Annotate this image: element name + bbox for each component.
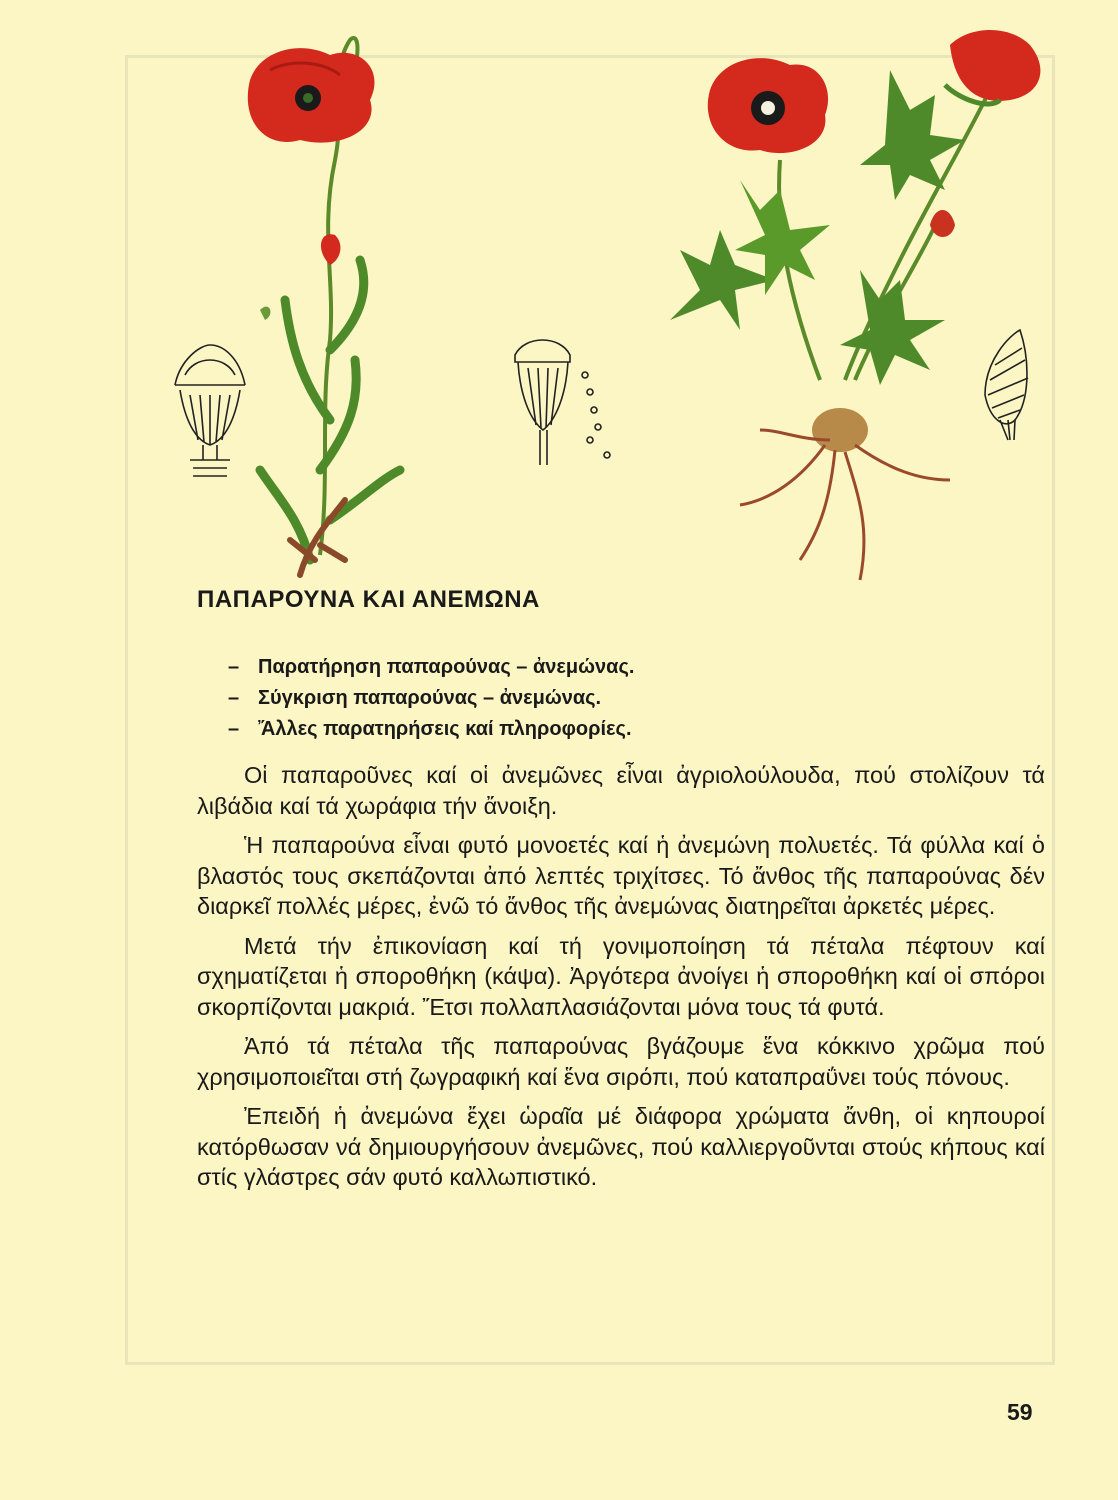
outline-text: Σύγκριση παπαρούνας – ἀνεμώνας. xyxy=(258,687,602,709)
outline-item xyxy=(228,683,634,714)
poppy-anemone-illustration xyxy=(0,0,1118,600)
outline-item xyxy=(228,714,634,745)
body-text xyxy=(197,760,1045,1202)
paragraph: Ἡ παπαρούνα εἶναι φυτό μονοετές καί ἡ ἀνεμώνη πολυετές. Τά φύλλα καί ὁ βλαστός τους σκεπάζονται ἀπό λεπτές τριχίτσες. Τό ἄνθος τῆς παπαρούνας δέν διαρκεῖ πολλές μέρες, ἐνῶ τό ἄνθος τῆς ἀνεμώνας διατηρεῖται ἀρκετές μέρες. xyxy=(197,832,1045,919)
anemone-flower xyxy=(708,58,828,153)
outline-bullet: – xyxy=(228,687,240,709)
paragraph: Μετά τήν ἐπικονίαση καί τή γονιμοποίηση τά πέταλα πέφτουν καί σχηματίζεται ἡ σποροθήκη (κάψα). Ἀργότερα ἀνοίγει ἡ σποροθήκη καί οἱ σπόροι σκορπίζονται μακριά. Ἔτσι πολλαπλασιάζονται μόνα τους τά φυτά. xyxy=(197,932,1045,1020)
anemone-seedhead-drawing xyxy=(985,330,1028,440)
poppy-capsule-drawing xyxy=(175,345,245,476)
outline-bullet: – xyxy=(228,718,240,740)
paragraph: Ἀπό τά πέταλα τῆς παπαρούνας βγάζουμε ἕνα κόκκινο χρῶμα πού χρησιμοποιεῖται στή ζωγραφική καί ἕνα σιρόπι, πού καταπραΰνει τούς πόνους. xyxy=(197,1033,1045,1090)
outline-text: Παρατήρηση παπαρούνας – ἀνεμώνας. xyxy=(258,656,635,678)
paragraph: Οἱ παπαροῦνες καί οἱ ἀνεμῶνες εἶναι ἀγριολούλουδα, πού στολίζουν τά λιβάδια καί τά χωράφια τήν ἄνοιξη. xyxy=(197,762,1045,819)
outline-bullet: – xyxy=(228,656,240,678)
outline-item xyxy=(228,652,634,683)
anemone-plant xyxy=(670,30,1040,580)
page-title: ΠΑΠΑΡΟΥΝΑ ΚΑΙ ΑΝΕΜΩΝΑ xyxy=(197,586,540,613)
poppy-flower xyxy=(248,48,375,142)
poppy-plant xyxy=(248,38,400,575)
paragraph: Ἐπειδή ἡ ἀνεμώνα ἔχει ὡραῖα μέ διάφορα χρώματα ἄνθη, οἱ κηπουροί κατόρθωσαν νά δημιουργήσουν ἀνεμῶνες, πού καλλιεργοῦνται στούς κήπους καί στίς γλάστρες σάν φυτό καλλωπιστικό. xyxy=(197,1103,1045,1190)
outline-text: Ἄλλες παρατηρήσεις καί πληροφορίες. xyxy=(258,718,632,740)
page-number: 59 xyxy=(1007,1399,1033,1425)
anemone-bud xyxy=(945,30,1040,104)
lesson-outline xyxy=(228,652,634,745)
open-capsule-drawing xyxy=(515,340,610,465)
